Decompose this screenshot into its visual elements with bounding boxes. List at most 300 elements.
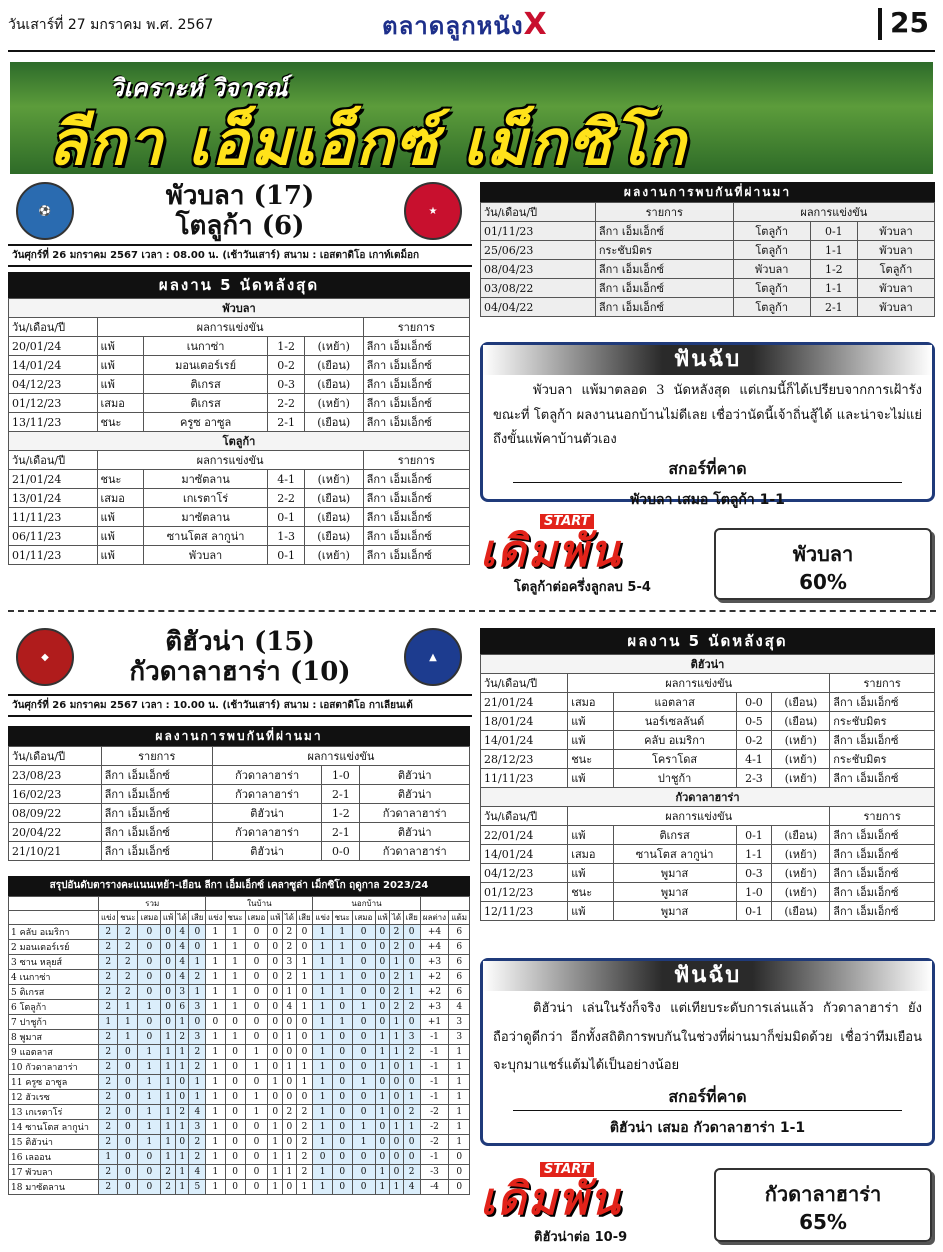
table-cell: 1 — [189, 985, 206, 1000]
table-cell: ติฮัวน่า — [360, 823, 470, 842]
table-cell: ลีกา เอ็มเอ็กซ์ — [595, 279, 733, 298]
table-cell: 2 — [403, 1105, 420, 1120]
table-cell: 0 — [189, 940, 206, 955]
standings-row — [9, 1180, 470, 1195]
table-cell: 6 — [175, 1000, 188, 1015]
table-cell: พูมาส — [613, 883, 736, 902]
table-cell: เสมอ — [138, 911, 161, 925]
table-cell: 11/11/23 — [481, 769, 568, 788]
table-cell: 1 — [332, 985, 352, 1000]
table-cell: 4 — [175, 925, 188, 940]
table-cell: ติฮัวน่า — [481, 655, 935, 674]
table-cell: ติฮัวน่า — [212, 804, 322, 823]
table-cell: 0 — [245, 985, 268, 1000]
result-row — [9, 356, 470, 375]
table-cell: พูมาส — [613, 902, 736, 921]
table-cell: 23/08/23 — [9, 766, 102, 785]
table-cell: 2 — [296, 1120, 313, 1135]
table-cell: 1 — [296, 1180, 313, 1195]
table-cell: 3 — [189, 1030, 206, 1045]
table-cell: 0 — [332, 1030, 352, 1045]
table-cell: ลีกา เอ็มเอ็กซ์ — [101, 804, 212, 823]
match2-predict-score: ติฮัวน่า เสมอ กัวดาลาฮาร่า 1-1 — [609, 1119, 806, 1136]
table-cell: (เหย้า) — [304, 394, 363, 413]
table-cell: ลีกา เอ็มเอ็กซ์ — [830, 731, 935, 750]
table-cell: 2 — [390, 985, 403, 1000]
page-divider — [878, 8, 882, 40]
table-cell: ลีกา เอ็มเอ็กซ์ — [363, 413, 469, 432]
standings-row — [9, 985, 470, 1000]
team-section-row — [9, 299, 470, 318]
table-cell: 2 — [296, 1105, 313, 1120]
table-cell: 2 — [390, 925, 403, 940]
table-cell: 0 — [138, 925, 161, 940]
table-cell: 0 — [332, 1060, 352, 1075]
table-cell: ได้ — [390, 911, 403, 925]
table-cell: ผลการแข่งขัน — [568, 807, 830, 826]
table-cell: 1 — [161, 1120, 176, 1135]
table-cell: 2 — [189, 970, 206, 985]
table-cell: 0 — [403, 940, 420, 955]
table-cell: พัวบลา — [857, 222, 934, 241]
result-row — [481, 731, 935, 750]
table-cell: 1 — [225, 940, 245, 955]
table-cell: 12/11/23 — [481, 902, 568, 921]
table-cell: 5 — [189, 1180, 206, 1195]
table-cell: (เหย้า) — [772, 845, 830, 864]
match1-analysis-title: ฟันฉับ — [483, 345, 932, 375]
standings-header-row — [9, 911, 470, 925]
match1-start-block — [480, 510, 710, 600]
match2-away: กัวดาลาฮาร่า (10) — [129, 656, 351, 687]
table-cell: 6 — [449, 970, 470, 985]
match1-predict-label: สกอร์ที่คาด — [513, 457, 902, 483]
match2-predict-label: สกอร์ที่คาด — [513, 1085, 902, 1111]
table-cell: 0 — [352, 970, 375, 985]
table-cell: 1 — [375, 1045, 390, 1060]
table-cell: เสีย — [296, 911, 313, 925]
table-cell: ในบ้าน — [206, 897, 313, 911]
match1-pick-team: พัวบลา — [792, 542, 854, 566]
table-cell: 1 — [283, 1165, 296, 1180]
table-cell: 1 — [225, 970, 245, 985]
table-cell: 0 — [206, 1015, 225, 1030]
table-cell: 1 — [175, 1045, 188, 1060]
table-cell: 1 — [225, 1000, 245, 1015]
table-cell: 1 — [118, 1015, 138, 1030]
table-cell: วัน/เดือน/ปี — [9, 318, 98, 337]
standings-row — [9, 1030, 470, 1045]
table-cell: แพ้ — [568, 864, 613, 883]
table-cell: 0 — [268, 1105, 283, 1120]
table-cell: 1 — [332, 955, 352, 970]
table-cell: ลีกา เอ็มเอ็กซ์ — [101, 842, 212, 861]
table-cell: ผลการแข่งขัน — [97, 318, 363, 337]
standings-row — [9, 940, 470, 955]
table-cell: +3 — [420, 1000, 449, 1015]
table-cell: 7 ปาชูก้า — [9, 1015, 99, 1030]
table-cell: 0 — [225, 1045, 245, 1060]
table-cell: เสีย — [189, 911, 206, 925]
table-cell: 21/01/24 — [481, 693, 568, 712]
table-cell: 0 — [161, 970, 176, 985]
table-cell: 1 — [313, 1090, 332, 1105]
table-cell: 0 — [332, 1045, 352, 1060]
table-cell: 2 — [99, 955, 118, 970]
table-cell: รวม — [99, 897, 206, 911]
table-cell: 1 — [189, 1090, 206, 1105]
table-cell: 1 — [268, 1135, 283, 1150]
table-cell: พัวบลา — [857, 279, 934, 298]
table-cell: +4 — [420, 925, 449, 940]
guadalajara-crest-icon: ▲ — [404, 628, 462, 686]
table-cell: 1 — [403, 970, 420, 985]
result-row — [9, 470, 470, 489]
table-cell: 1 — [296, 1060, 313, 1075]
table-cell: 0 — [352, 1015, 375, 1030]
table-cell: 0 — [118, 1105, 138, 1120]
table-cell: 0 — [375, 1000, 390, 1015]
table-cell: เสมอ — [568, 845, 613, 864]
table-cell: 1-2 — [810, 260, 857, 279]
table-cell: 2 — [189, 1060, 206, 1075]
h2h-row — [481, 279, 935, 298]
table-cell: 1 — [206, 1030, 225, 1045]
table-cell: กัวดาลาฮาร่า — [360, 804, 470, 823]
table-cell: 0 — [118, 1045, 138, 1060]
table-cell: 0 — [138, 955, 161, 970]
table-cell: ลีกา เอ็มเอ็กซ์ — [830, 883, 935, 902]
table-cell: 1 — [296, 1000, 313, 1015]
table-cell: 1 — [403, 1120, 420, 1135]
match1-info: วันศุกร์ที่ 26 มกราคม 2567 เวลา : 08.00 น. (เช้าวันเสาร์) สนาม : เอสตาดิโอ เกาท์เตม็อก — [8, 244, 472, 267]
table-cell — [9, 897, 99, 911]
table-cell: แพ้ — [568, 902, 613, 921]
table-cell: 1 — [161, 1030, 176, 1045]
table-cell: 1 — [313, 1030, 332, 1045]
table-cell: 2 — [99, 1030, 118, 1045]
table-cell: 0 — [296, 1090, 313, 1105]
table-cell: โคราโดส — [613, 750, 736, 769]
table-cell: 4-1 — [736, 750, 772, 769]
standings-row — [9, 970, 470, 985]
table-cell: (เหย้า) — [772, 769, 830, 788]
column-header-row — [481, 807, 935, 826]
table-cell: 0 — [449, 1165, 470, 1180]
table-cell: 1-1 — [810, 279, 857, 298]
h2h-row — [9, 842, 470, 861]
table-cell: 2 — [189, 1135, 206, 1150]
table-cell: 2 — [99, 940, 118, 955]
result-row — [481, 883, 935, 902]
table-cell: -4 — [420, 1180, 449, 1195]
table-cell: ชนะ — [118, 911, 138, 925]
table-cell: 6 — [449, 985, 470, 1000]
table-cell: 3 — [283, 955, 296, 970]
result-row — [481, 864, 935, 883]
table-cell: 1 — [375, 1105, 390, 1120]
header-rule — [8, 50, 935, 52]
match1-pick-pct: 60% — [799, 570, 847, 594]
table-cell: (เยือน) — [304, 527, 363, 546]
table-cell: 2 — [403, 1165, 420, 1180]
table-cell: วัน/เดือน/ปี — [9, 747, 102, 766]
table-cell: 1 — [206, 1165, 225, 1180]
table-cell: 1 — [268, 1180, 283, 1195]
table-cell: 0 — [175, 1075, 188, 1090]
table-cell: 0 — [352, 1060, 375, 1075]
table-cell: ผลต่าง — [420, 911, 449, 925]
table-cell: แข่ง — [99, 911, 118, 925]
table-cell: 0 — [268, 940, 283, 955]
table-cell: 0 — [296, 1045, 313, 1060]
h2h-row — [481, 298, 935, 317]
table-cell: 0 — [403, 1015, 420, 1030]
table-cell: 1-0 — [322, 766, 360, 785]
table-cell: 0 — [283, 1090, 296, 1105]
match1-title — [90, 182, 390, 242]
table-cell: 1 — [390, 955, 403, 970]
table-cell: 1 — [449, 1135, 470, 1150]
table-cell: 2 — [99, 1000, 118, 1015]
table-cell: ลีกา เอ็มเอ็กซ์ — [363, 489, 469, 508]
table-cell: 0 — [268, 925, 283, 940]
table-cell: 0 — [268, 1030, 283, 1045]
match2-pick-box — [714, 1168, 932, 1242]
table-cell: กัวดาลาฮาร่า — [212, 823, 322, 842]
table-cell: 0 — [390, 1165, 403, 1180]
table-cell: ติเกรส — [143, 394, 268, 413]
table-cell: 0 — [118, 1150, 138, 1165]
h2h-row — [481, 241, 935, 260]
table-cell: 2-1 — [322, 785, 360, 804]
table-cell: 1 — [138, 1075, 161, 1090]
table-cell: (เหย้า) — [304, 470, 363, 489]
table-cell: 0 — [375, 1135, 390, 1150]
table-cell: 1-0 — [736, 883, 772, 902]
table-cell: ลีกา เอ็มเอ็กซ์ — [830, 769, 935, 788]
table-cell — [420, 897, 469, 911]
table-cell: 6 — [449, 925, 470, 940]
table-cell: 0 — [268, 985, 283, 1000]
table-cell: 0 — [403, 1075, 420, 1090]
table-cell: 4 — [403, 1180, 420, 1195]
table-cell: ชนะ — [97, 413, 143, 432]
table-cell: 0 — [332, 1075, 352, 1090]
table-cell: พัวบลา — [857, 298, 934, 317]
table-cell: ชนะ — [568, 883, 613, 902]
table-cell: 4 — [283, 1000, 296, 1015]
table-cell: 0 — [375, 955, 390, 970]
table-cell: (เหย้า) — [772, 731, 830, 750]
table-cell: +3 — [420, 955, 449, 970]
table-cell: 1 — [332, 940, 352, 955]
table-cell: 0 — [161, 1015, 176, 1030]
match2-pick-team: กัวดาลาฮาร่า — [764, 1182, 882, 1206]
table-cell: ติฮัวน่า — [212, 842, 322, 861]
table-cell: 3 — [175, 985, 188, 1000]
table-cell: แข่ง — [313, 911, 332, 925]
table-cell: 1 — [313, 1060, 332, 1075]
result-row — [481, 826, 935, 845]
table-cell: 1 — [206, 985, 225, 1000]
table-cell: 1 — [313, 1135, 332, 1150]
table-cell: 0 — [245, 1075, 268, 1090]
table-cell: 0 — [390, 1060, 403, 1075]
match-separator — [8, 610, 936, 612]
table-cell: -2 — [420, 1135, 449, 1150]
table-cell: 2 — [161, 1180, 176, 1195]
h2h-row — [481, 260, 935, 279]
table-cell: 1 — [138, 1135, 161, 1150]
table-cell: 0 — [161, 985, 176, 1000]
column-header-row — [9, 747, 470, 766]
table-cell: ติเกรส — [143, 375, 268, 394]
table-cell: 0 — [225, 1180, 245, 1195]
result-row — [9, 337, 470, 356]
table-cell: ลีกา เอ็มเอ็กซ์ — [363, 394, 469, 413]
standings-row — [9, 1150, 470, 1165]
table-cell: 14/01/24 — [481, 731, 568, 750]
table-cell: 14 ซานโตส ลากูน่า — [9, 1120, 99, 1135]
table-cell: 0 — [375, 1075, 390, 1090]
table-cell: ติเกรส — [613, 826, 736, 845]
table-cell: ครูซ อาซูล — [143, 413, 268, 432]
table-cell: มอนเตอร์เรย์ — [143, 356, 268, 375]
table-cell: 1 — [268, 1150, 283, 1165]
table-cell: 8 พูมาส — [9, 1030, 99, 1045]
table-cell: 0 — [332, 1120, 352, 1135]
table-cell: 1 — [175, 1060, 188, 1075]
table-cell: 1 — [283, 1150, 296, 1165]
table-cell: ซานโตส ลากูน่า — [613, 845, 736, 864]
match2-analysis-text: ติฮัวน่า เล่นในรังก็จริง แต่เทียบระดับการเล่นแล้ว กัวดาลาฮาร่า ยังถือว่าดูดีกว่า อีกทั้งสถิติการพบกันในช่วงที่ผ่านมาก็ข่มมิดด้วย เชื่อว่าทีมเยือนจะบุกมาแชร์แต้มได้เป็นอย่างน้อย — [493, 1001, 922, 1074]
table-cell: 0 — [375, 925, 390, 940]
table-cell: 1 — [332, 970, 352, 985]
table-cell: 1 — [189, 1075, 206, 1090]
table-cell: 1 — [352, 1075, 375, 1090]
table-cell: 1 — [296, 1075, 313, 1090]
table-cell: 2 — [283, 970, 296, 985]
table-cell: 0 — [332, 1105, 352, 1120]
table-cell: 0 — [268, 970, 283, 985]
table-cell: รายการ — [363, 318, 469, 337]
table-cell: 1 — [206, 970, 225, 985]
table-cell: 08/09/22 — [9, 804, 102, 823]
table-cell: -1 — [420, 1075, 449, 1090]
table-cell: 0 — [225, 1090, 245, 1105]
table-cell — [9, 911, 99, 925]
table-cell: 01/11/23 — [9, 546, 98, 565]
table-cell: 0 — [449, 1180, 470, 1195]
table-cell: 0 — [118, 1075, 138, 1090]
standings-row — [9, 1090, 470, 1105]
table-cell: 0 — [283, 1075, 296, 1090]
table-cell: 1 — [313, 1000, 332, 1015]
table-cell: 0-0 — [736, 693, 772, 712]
column-header-row — [481, 203, 935, 222]
match2-start-small: START — [540, 1162, 594, 1177]
table-cell: +2 — [420, 970, 449, 985]
table-cell: 0 — [283, 1045, 296, 1060]
page-number: 25 — [890, 6, 929, 39]
table-cell: ผลการแข่งขัน — [97, 451, 363, 470]
table-cell: ชนะ — [97, 470, 143, 489]
table-cell: 4-1 — [268, 470, 304, 489]
table-cell: 1 — [375, 1030, 390, 1045]
table-cell: พัวบลา — [143, 546, 268, 565]
table-cell: 1 — [161, 1045, 176, 1060]
table-cell: 1-2 — [322, 804, 360, 823]
match1-last5 — [8, 272, 470, 565]
table-cell: 04/04/22 — [481, 298, 596, 317]
table-cell: 1 — [449, 1060, 470, 1075]
table-cell: วัน/เดือน/ปี — [9, 451, 98, 470]
table-cell: 1 — [375, 1180, 390, 1195]
table-cell: 1 — [161, 1135, 176, 1150]
table-cell: 1 — [283, 1030, 296, 1045]
table-cell: -2 — [420, 1105, 449, 1120]
table-cell: มาซัตลาน — [143, 508, 268, 527]
result-row — [9, 508, 470, 527]
table-cell: 1 — [390, 1180, 403, 1195]
table-cell: 2 — [390, 940, 403, 955]
table-cell: 0 — [161, 1000, 176, 1015]
table-cell: 1 — [313, 1180, 332, 1195]
table-cell: 1 — [225, 985, 245, 1000]
table-cell: 2-3 — [736, 769, 772, 788]
table-cell: โตลูก้า — [733, 279, 810, 298]
table-cell: นอกบ้าน — [313, 897, 420, 911]
table-cell: ผลการแข่งขัน — [733, 203, 934, 222]
table-cell: 1 — [161, 1090, 176, 1105]
match1-analysis-text: พัวบลา แพ้มาตลอด 3 นัดหลังสุด แต่เกมนี้ก็ได้เปรียบจากการเฝ้ารัง ขณะที่ โตลูก้า ผลงานนอกบ้านไม่ดีเลย เชื่อว่านัดนี้เจ้าถิ่นสู้ได้ และน่าจะไม่แย่ถึงขั้นแพ้คาบ้านตัวเอง — [493, 383, 922, 448]
table-cell: 1 — [375, 1060, 390, 1075]
result-row — [9, 527, 470, 546]
table-cell: 2 — [99, 1045, 118, 1060]
table-cell: 0 — [225, 1120, 245, 1135]
result-row — [9, 546, 470, 565]
h2h-row — [9, 785, 470, 804]
table-cell: 1 — [283, 985, 296, 1000]
result-row — [481, 845, 935, 864]
result-row — [9, 413, 470, 432]
table-cell: -1 — [420, 1090, 449, 1105]
result-row — [9, 375, 470, 394]
table-cell: 0 — [403, 955, 420, 970]
table-cell: 6 โตลูก้า — [9, 1000, 99, 1015]
table-cell: 1 — [138, 1105, 161, 1120]
standings-row — [9, 1015, 470, 1030]
match2-last5 — [480, 628, 935, 921]
table-cell: ลีกา เอ็มเอ็กซ์ — [830, 845, 935, 864]
table-cell: 1 — [138, 1120, 161, 1135]
table-cell: 1 — [206, 1105, 225, 1120]
table-cell: กัวดาลาฮาร่า — [481, 788, 935, 807]
table-cell: 2 — [118, 970, 138, 985]
table-cell: 0-0 — [322, 842, 360, 861]
table-cell: ซานโตส ลากูน่า — [143, 527, 268, 546]
table-cell: 18 มาซัตลาน — [9, 1180, 99, 1195]
table-cell: 1 — [268, 1075, 283, 1090]
table-cell: 0 — [296, 1030, 313, 1045]
table-cell: 0 — [245, 1180, 268, 1195]
table-cell: 0 — [375, 1015, 390, 1030]
table-cell: 08/04/23 — [481, 260, 596, 279]
table-cell: 0 — [268, 955, 283, 970]
table-cell: แพ้ — [97, 356, 143, 375]
table-cell: 0 — [225, 1060, 245, 1075]
